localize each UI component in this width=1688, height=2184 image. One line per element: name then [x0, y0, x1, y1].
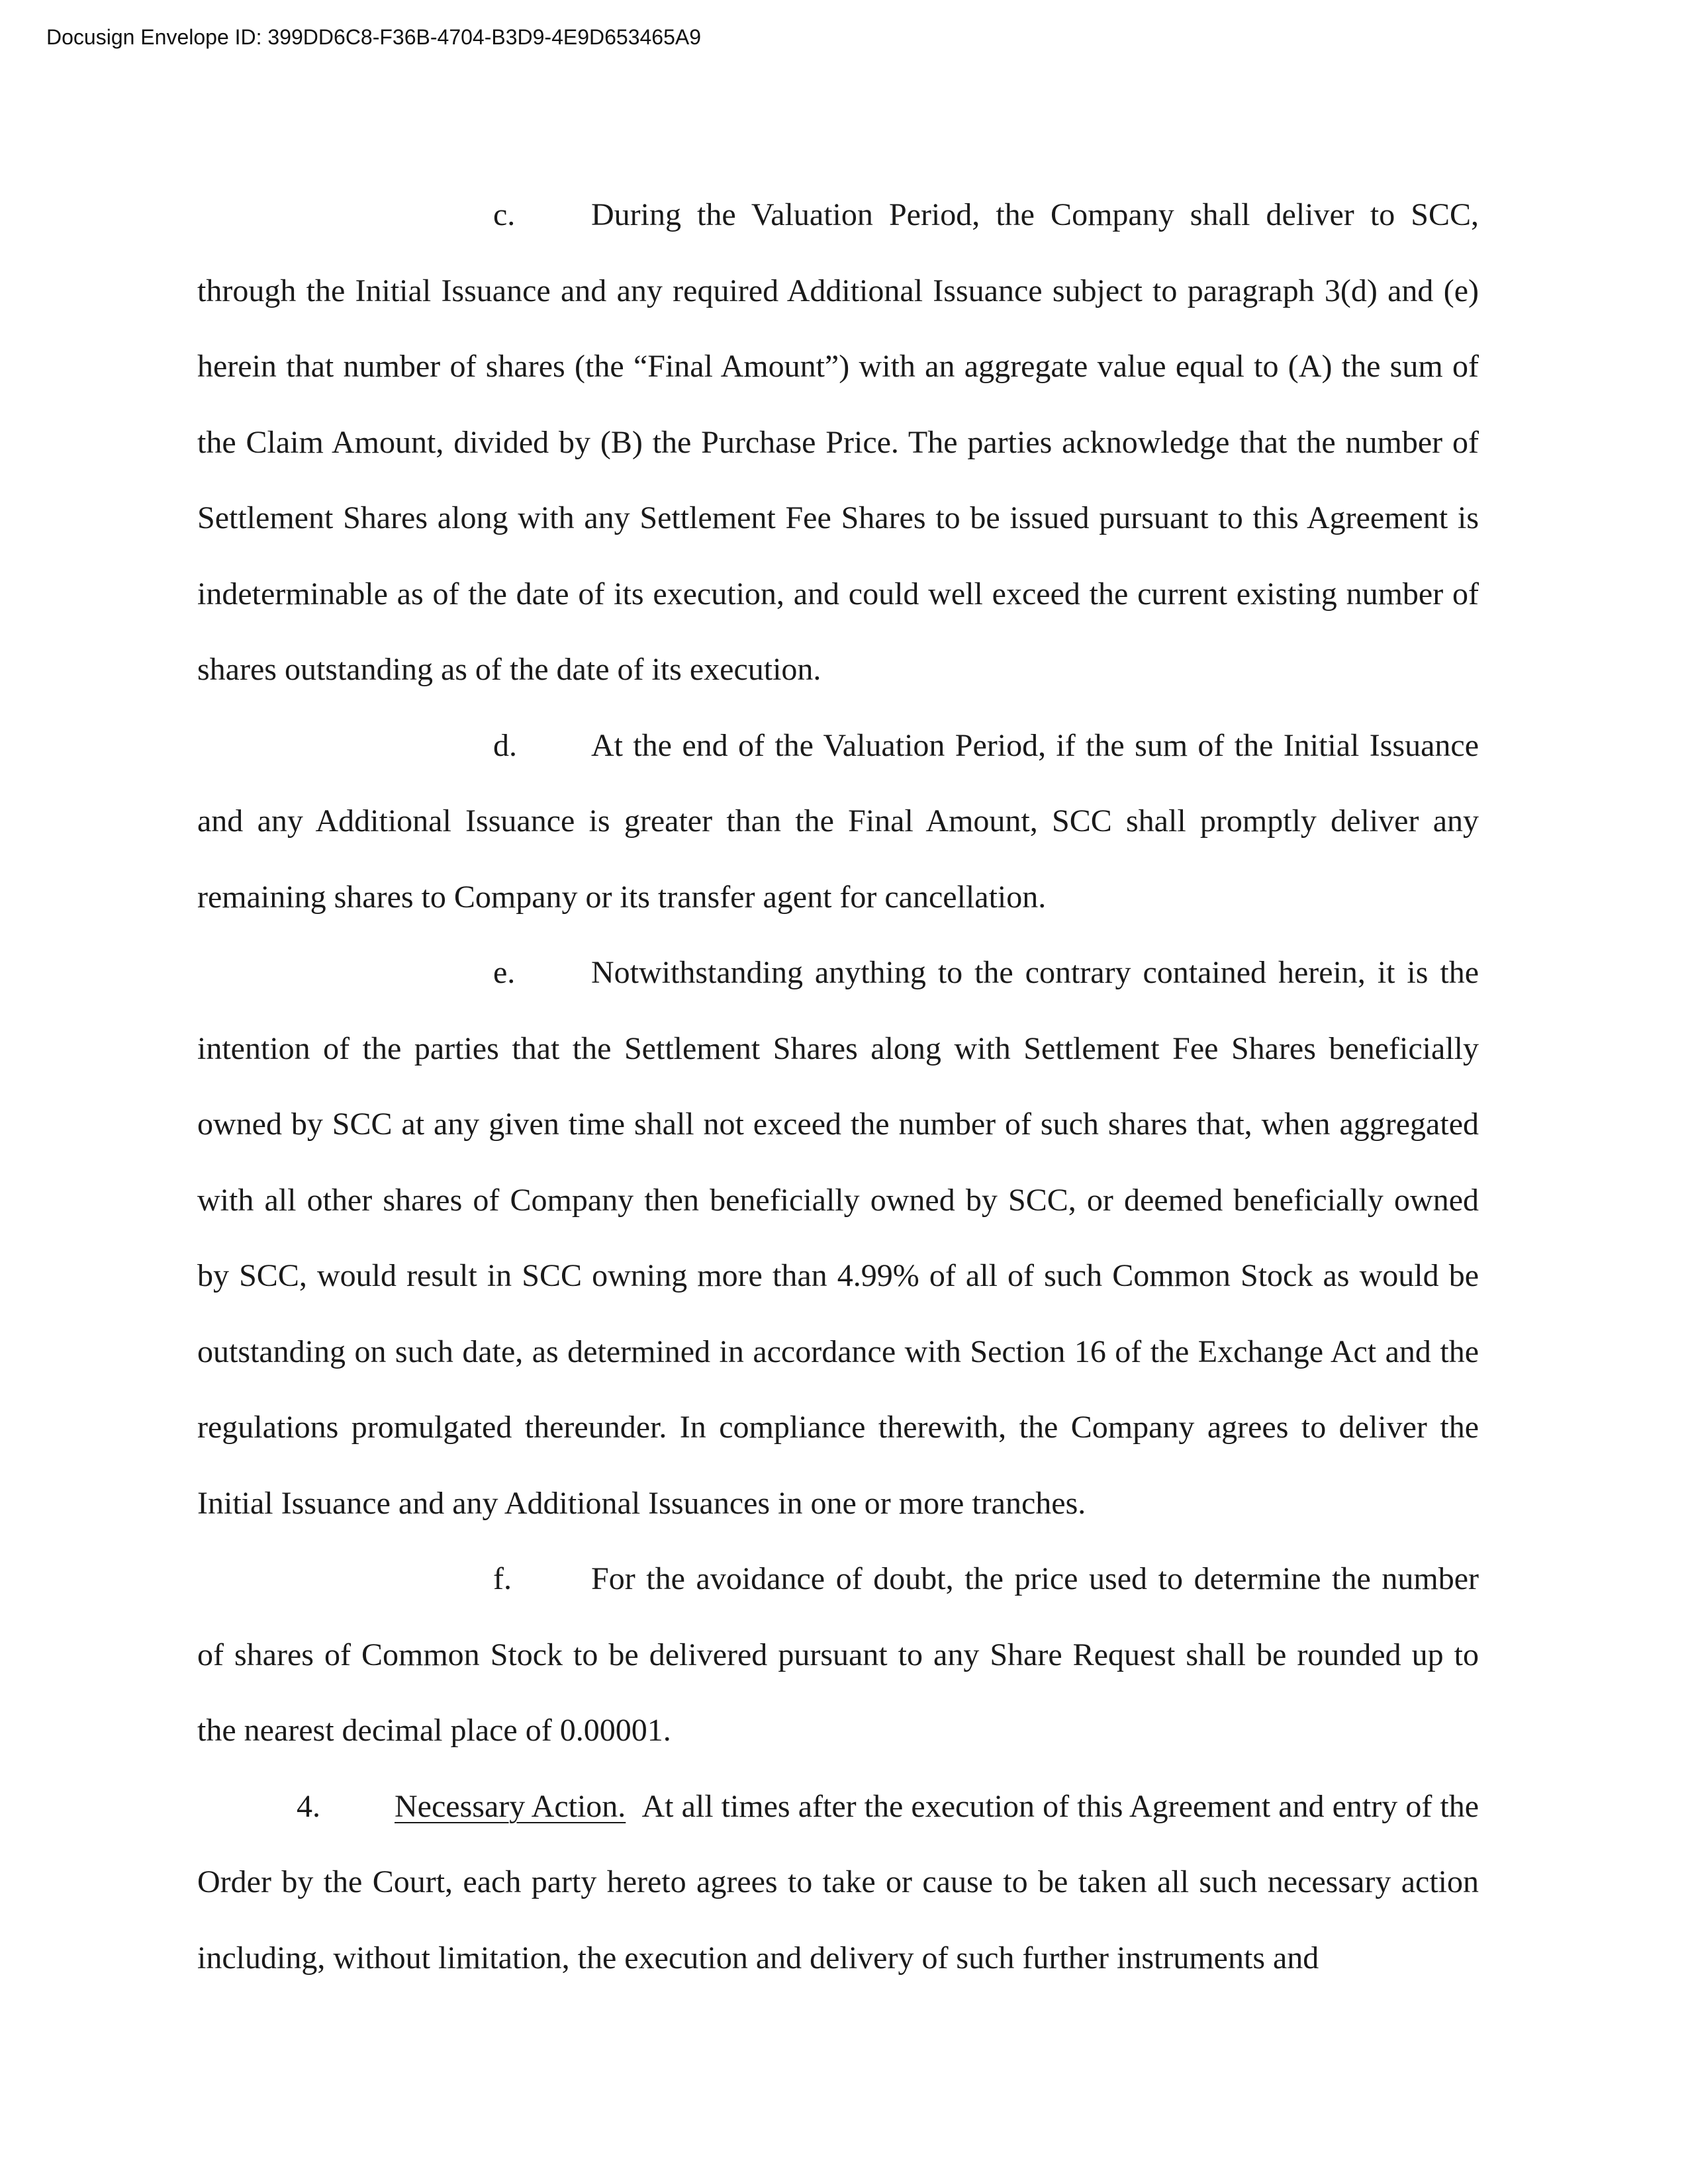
paragraph-marker: d.: [493, 727, 517, 763]
paragraph-text: For the avoidance of doubt, the price used to determine the number of shares of Common Stock to be delivered pursuant to any Share Request shall be rounded up to the nearest decimal place of 0.00001.: [197, 1561, 1479, 1748]
paragraph-text: At all times after the execution of this Agreement and entry of the Order by the Court, each party hereto agrees to take or cause to be taken all such necessary action including, without limitation, the execution and delivery of such further instruments and: [197, 1788, 1479, 1976]
section-heading: Necessary Action.: [395, 1788, 626, 1824]
section-number: 4.: [297, 1788, 320, 1824]
document-body: [197, 177, 1479, 1996]
paragraph-text: At the end of the Valuation Period, if the sum of the Initial Issuance and any Additional Issuance is greater than the Final Amount, SCC shall promptly deliver any remaining shares to Company or its transfer agent for cancellation.: [197, 727, 1479, 915]
paragraph-c: [197, 177, 1479, 708]
paragraph-f: [197, 1541, 1479, 1769]
paragraph-marker: c.: [493, 197, 516, 232]
paragraph-text: During the Valuation Period, the Company shall deliver to SCC, through the Initial Issuance and any required Additional Issuance subject to paragraph 3(d) and (e) herein that number of shares (the “Final Amount”) with an aggregate value equal to (A) the sum of the Claim Amount, divided by (B) the Purchase Price. The parties acknowledge that the number of Settlement Shares along with any Settlement Fee Shares to be issued pursuant to this Agreement is indeterminable as of the date of its execution, and could well exceed the current existing number of shares outstanding as of the date of its execution.: [197, 197, 1479, 687]
paragraph-e: [197, 935, 1479, 1541]
paragraph-marker: e.: [493, 955, 516, 990]
paragraph-text: Notwithstanding anything to the contrary contained herein, it is the intention of the parties that the Settlement Shares along with Settlement Fee Shares beneficially owned by SCC at any given time shall not exceed the number of such shares that, when aggregated with all other shares of Company then beneficially owned by SCC, or deemed beneficially owned by SCC, would result in SCC owning more than 4.99% of all of such Common Stock as would be outstanding on such date, as determined in accordance with Section 16 of the Exchange Act and the regulations promulgated thereunder. In compliance therewith, the Company agrees to deliver the Initial Issuance and any Additional Issuances in one or more tranches.: [197, 955, 1479, 1521]
section-4: [197, 1769, 1479, 1997]
paragraph-marker: f.: [493, 1561, 512, 1596]
docusign-envelope-id: Docusign Envelope ID: 399DD6C8-F36B-4704-B3D9-4E9D653465A9: [46, 25, 702, 49]
paragraph-d: [197, 708, 1479, 936]
